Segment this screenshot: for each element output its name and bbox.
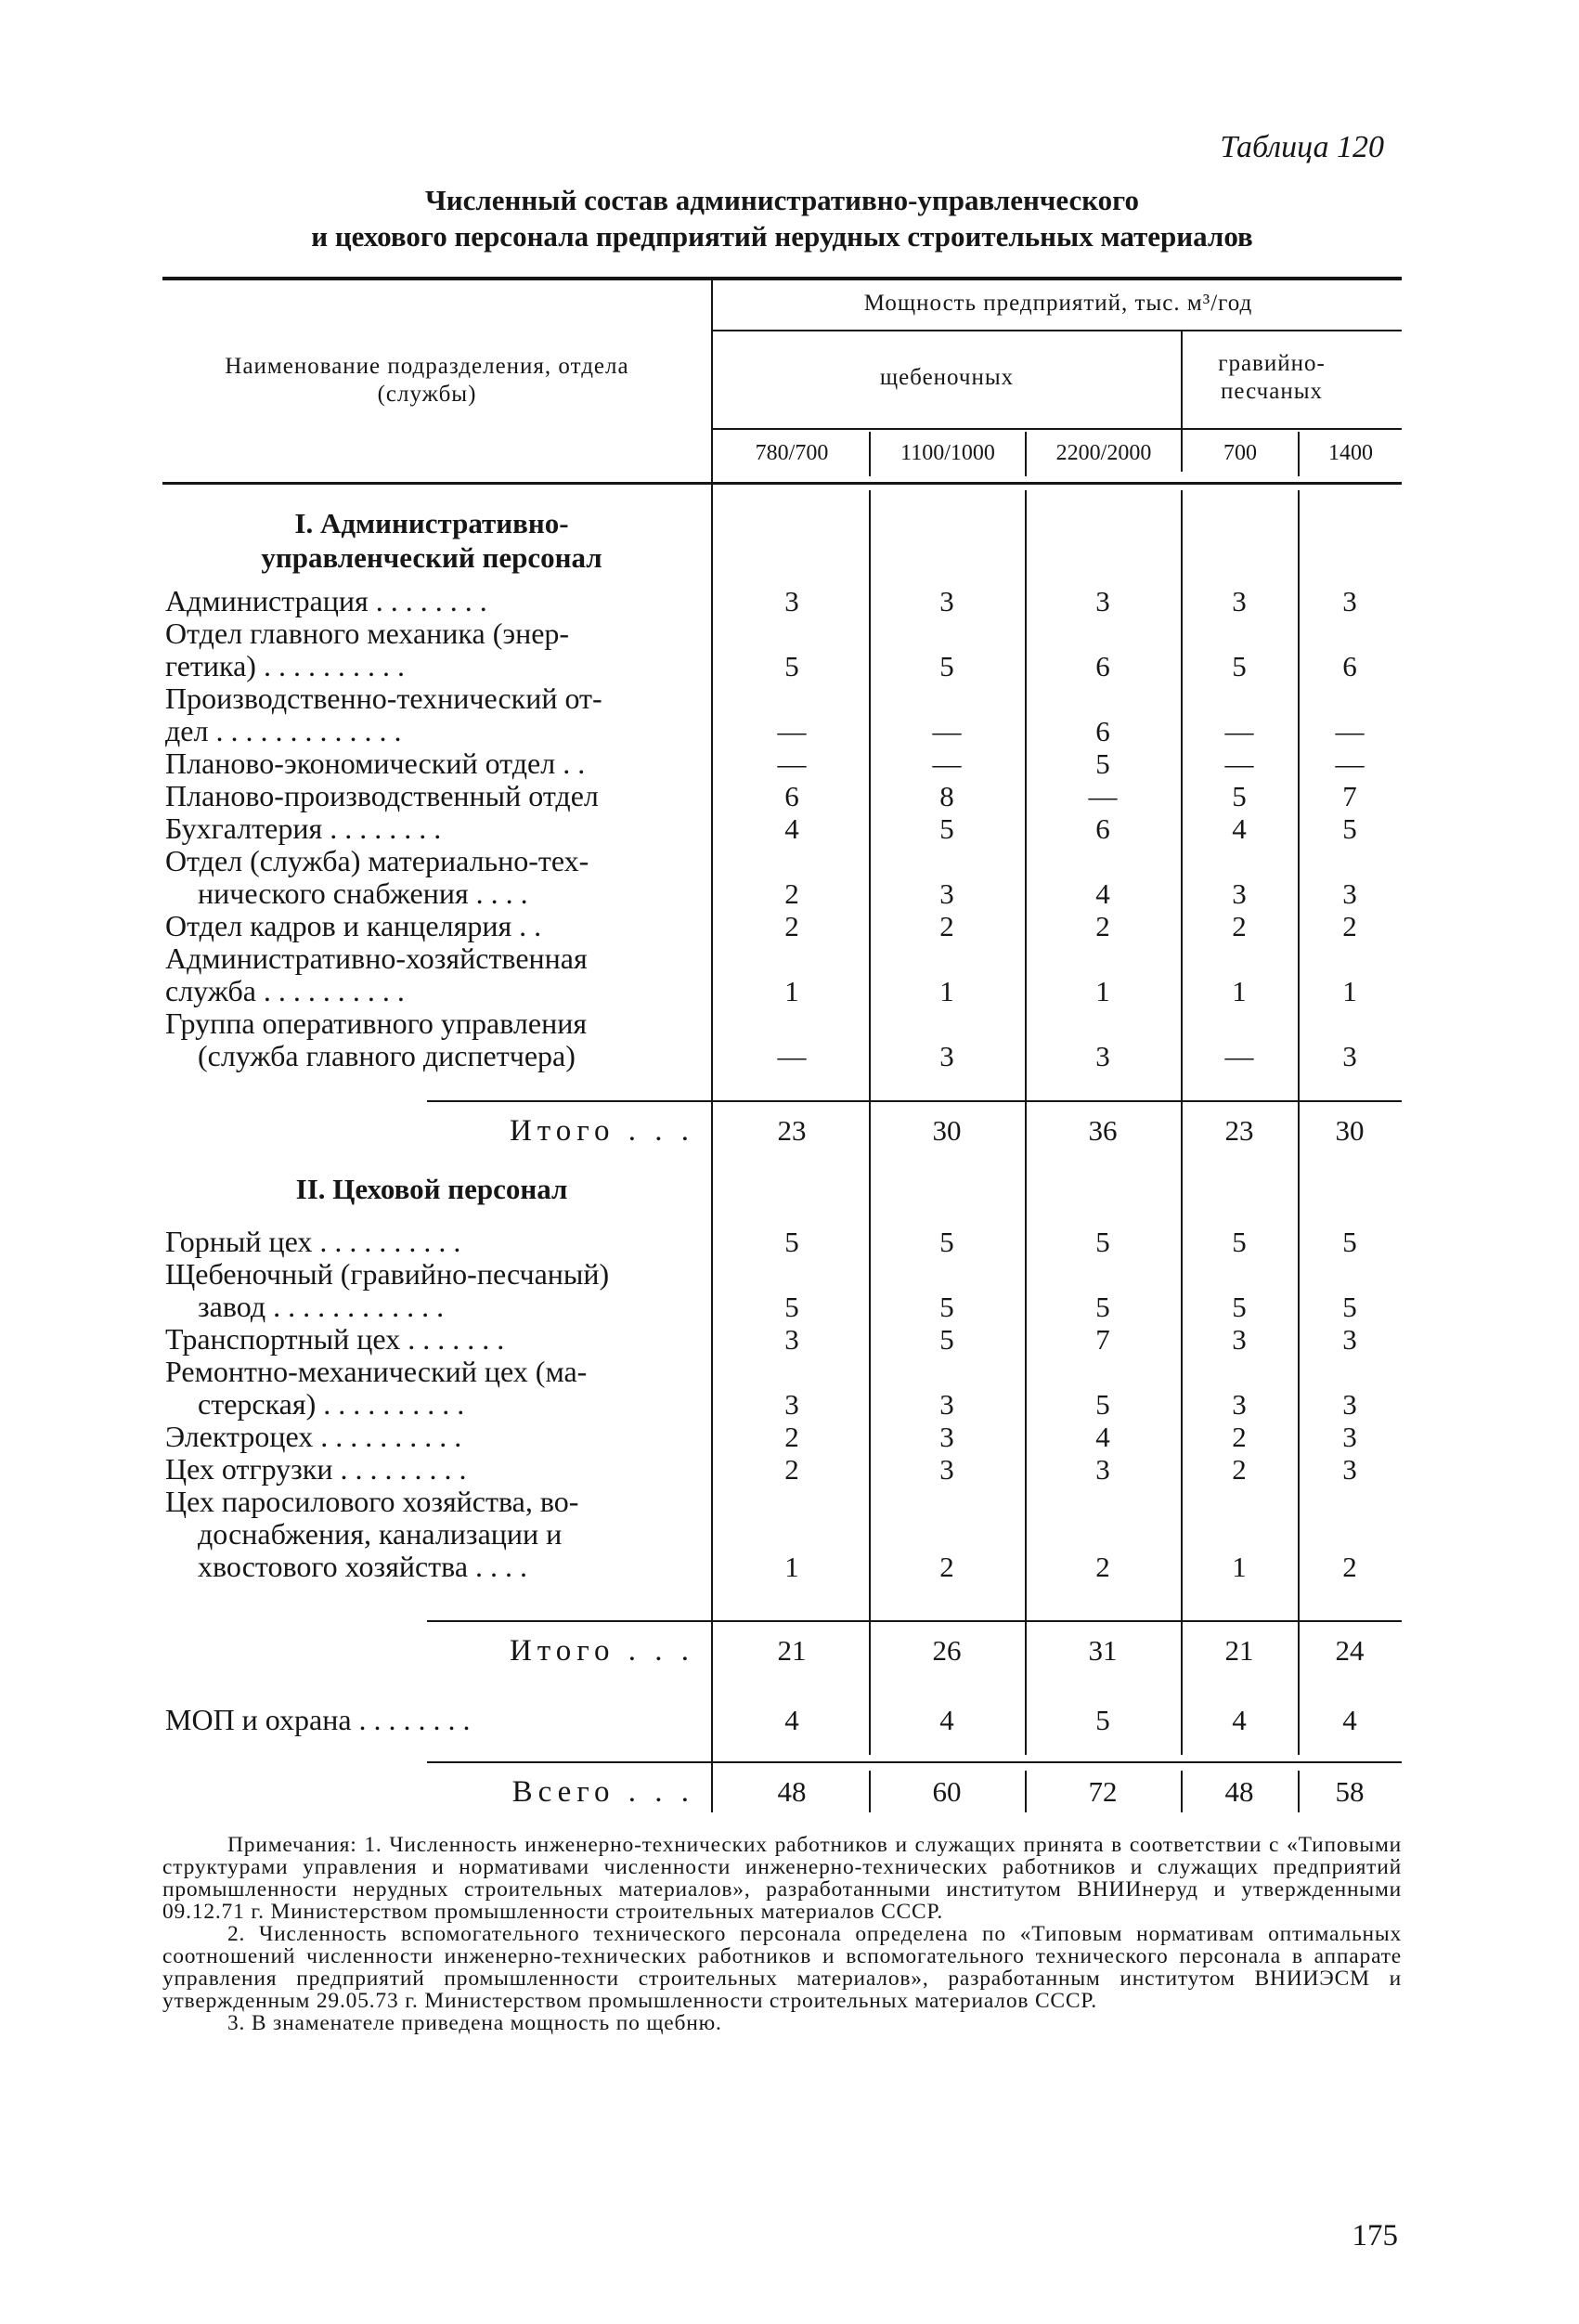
top-rule	[162, 277, 1402, 280]
value-cell: 4	[784, 812, 799, 845]
row-label: Планово-экономический отдел . .	[165, 747, 586, 780]
value-cell: 7	[1342, 780, 1357, 812]
column-header: 780/700	[755, 441, 829, 465]
value-cell: 1	[1095, 975, 1110, 1007]
total-label: Итого . . .	[509, 1634, 694, 1668]
label-column-rule	[711, 279, 713, 1812]
subgroup-rule	[713, 428, 1402, 430]
row-label: нического снабжения . . . .	[198, 876, 528, 910]
value-cell: 4	[939, 1704, 954, 1736]
value-cell: 3	[1095, 1453, 1110, 1486]
total-label: Итого . . .	[509, 1114, 694, 1148]
value-cell: 4	[1232, 1704, 1247, 1736]
row-label: Цех паросилового хозяйства, во-	[165, 1485, 579, 1518]
value-cell: 3	[1342, 1323, 1357, 1356]
value-cell: 2	[784, 910, 799, 942]
value-cell: 5	[939, 812, 954, 845]
value-cell: 1	[1232, 1551, 1247, 1583]
row-label: Отдел (служба) материально-тех-	[165, 844, 589, 877]
group2-header: гравийно-песчаных	[1218, 351, 1326, 404]
value-cell: —	[777, 715, 807, 747]
value-cell: 58	[1335, 1775, 1365, 1808]
value-cell: 5	[1342, 812, 1357, 845]
header-bottom-rule	[162, 482, 1402, 485]
column-header: 1400	[1328, 441, 1373, 465]
row-label: Бухгалтерия . . . . . . . .	[165, 811, 442, 845]
note-2: 2. Численность вспомогательного технического персонала определена по «Типовым нормативам оптимальных соотношений численности инженерно-технических работников и вспомогательного технического персонала в аппарате управления предприятий промышленности строительных материалов», разработанным институтом ВНИИЭСМ и утвержденным 29.05.73 г. Министерством промышленности строительных материалов СССР.	[162, 1922, 1402, 2013]
value-cell: 5	[1232, 650, 1247, 682]
value-cell: 3	[1342, 1388, 1357, 1421]
value-cell: 2	[1095, 1551, 1110, 1583]
col-rule-2-body	[869, 490, 871, 1755]
value-cell: 30	[1335, 1114, 1365, 1147]
row-label: Отдел главного механика (энер-	[165, 617, 570, 650]
page-number: 175	[1352, 2219, 1398, 2253]
grand-total-rule	[427, 1761, 1402, 1763]
table-number: Таблица 120	[1220, 130, 1384, 164]
value-cell: 3	[939, 1453, 954, 1486]
table-caption-line2: и цехового персонала предприятий нерудных строительных материалов	[311, 220, 1253, 253]
row-label: Щебеночный (гравийно-песчаный)	[165, 1257, 610, 1291]
value-cell: —	[1224, 1040, 1254, 1072]
value-cell: 3	[939, 1421, 954, 1453]
value-cell: —	[1224, 747, 1254, 780]
value-cell: 5	[1095, 1388, 1110, 1421]
value-cell: 24	[1335, 1634, 1365, 1667]
value-cell: 3	[784, 585, 799, 617]
value-cell: —	[777, 747, 807, 780]
value-cell: 5	[1095, 747, 1110, 780]
value-cell: 7	[1095, 1323, 1110, 1356]
value-cell: 72	[1088, 1775, 1118, 1808]
row-label: Производственно-технический от-	[165, 682, 602, 715]
row-label-header: Наименование подразделения, отдела (службы)	[225, 354, 629, 407]
row-label: Электроцех . . . . . . . . . .	[165, 1420, 462, 1453]
value-cell: 2	[939, 910, 954, 942]
row-label: Цех отгрузки . . . . . . . . .	[165, 1452, 467, 1486]
value-cell: 4	[1095, 1421, 1110, 1453]
row-label: гетика) . . . . . . . . . .	[165, 649, 405, 682]
value-cell: 5	[1232, 780, 1247, 812]
value-cell: 60	[932, 1775, 962, 1808]
value-cell: 2	[1232, 1421, 1247, 1453]
value-cell: 2	[784, 877, 799, 910]
value-cell: 3	[939, 585, 954, 617]
value-cell: 3	[1342, 1453, 1357, 1486]
value-cell: 2	[1232, 910, 1247, 942]
value-cell: 3	[1232, 1388, 1247, 1421]
group1-header: щебеночных	[879, 365, 1015, 390]
value-cell: 5	[784, 650, 799, 682]
value-cell: 3	[784, 1323, 799, 1356]
value-cell: 5	[1342, 1291, 1357, 1323]
value-cell: —	[777, 1040, 807, 1072]
value-cell: 2	[784, 1453, 799, 1486]
value-cell: 26	[932, 1634, 962, 1667]
value-cell: 1	[1232, 975, 1247, 1007]
value-cell: 3	[1232, 877, 1247, 910]
value-cell: 31	[1088, 1634, 1118, 1667]
value-cell: 6	[1095, 812, 1110, 845]
value-cell: 2	[1232, 1453, 1247, 1486]
value-cell: 23	[777, 1114, 807, 1147]
value-cell: 1	[939, 975, 954, 1007]
value-cell: 1	[1342, 975, 1357, 1007]
total2-rule	[427, 1620, 1402, 1622]
value-cell: 4	[784, 1704, 799, 1736]
value-cell: 5	[939, 650, 954, 682]
row-label: доснабжения, канализации и	[198, 1517, 563, 1551]
col-rule-2-grand	[869, 1771, 871, 1812]
note-3: 3. В знаменателе приведена мощность по щебню.	[227, 2011, 722, 2035]
value-cell: 2	[1342, 910, 1357, 942]
value-cell: 36	[1088, 1114, 1118, 1147]
row-label: завод . . . . . . . . . . . .	[198, 1290, 445, 1323]
value-cell: 5	[1232, 1226, 1247, 1258]
value-cell: 3	[1342, 585, 1357, 617]
value-cell: 3	[1342, 1040, 1357, 1072]
value-cell: —	[932, 747, 962, 780]
value-cell: 3	[939, 1040, 954, 1072]
row-label: служба . . . . . . . . . .	[165, 974, 405, 1007]
row-label: Административно-хозяйственная	[165, 941, 588, 975]
value-cell: 3	[1232, 585, 1247, 617]
section1-title: управленческий персонал	[261, 541, 602, 574]
value-cell: 1	[784, 975, 799, 1007]
value-cell: 6	[1095, 715, 1110, 747]
value-cell: 30	[932, 1114, 962, 1147]
value-cell: 21	[777, 1634, 807, 1667]
notes	[162, 1834, 1402, 2034]
value-cell: —	[932, 715, 962, 747]
value-cell: 2	[1095, 910, 1110, 942]
col-rule-3-grand	[1025, 1771, 1027, 1812]
row-label: Планово-производственный отдел	[165, 779, 599, 812]
value-cell: 2	[784, 1421, 799, 1453]
value-cell: 3	[1342, 1421, 1357, 1453]
value-cell: 5	[1095, 1291, 1110, 1323]
column-header: 700	[1223, 441, 1257, 465]
value-cell: 4	[1095, 877, 1110, 910]
row-label: хвостового хозяйства . . . .	[198, 1550, 528, 1583]
capacity-rule	[713, 330, 1402, 331]
value-cell: 5	[1095, 1704, 1110, 1736]
note-1: Примечания: 1. Численность инженерно-технических работников и служащих принята в соответствии с «Типовыми структурами управления и нормативами численности инженерно-технических работников и служащих предприятий промышленности нерудных строительных материалов», разработанными институтом ВНИИнеруд и утвержденными 09.12.71 г. Министерством промышленности строительных материалов СССР.	[162, 1833, 1402, 1924]
value-cell: 5	[939, 1323, 954, 1356]
value-cell: 2	[939, 1551, 954, 1583]
value-cell: 5	[1095, 1226, 1110, 1258]
value-cell: —	[1335, 715, 1365, 747]
row-label: (служба главного диспетчера)	[198, 1039, 576, 1072]
row-label: Горный цех . . . . . . . . . .	[165, 1225, 461, 1258]
value-cell: 48	[1224, 1775, 1254, 1808]
value-cell: 3	[1095, 1040, 1110, 1072]
value-cell: 23	[1224, 1114, 1254, 1147]
section1-title: I. Административно-	[294, 507, 569, 539]
value-cell: 48	[777, 1775, 807, 1808]
value-cell: 3	[1342, 877, 1357, 910]
value-cell: —	[1224, 715, 1254, 747]
value-cell: 5	[1232, 1291, 1247, 1323]
row-label: Отдел кадров и канцелярия . .	[165, 909, 542, 942]
value-cell: 3	[939, 877, 954, 910]
value-cell: 3	[939, 1388, 954, 1421]
capacity-header: Мощность предприятий, тыс. м³/год	[863, 291, 1253, 316]
value-cell: 2	[1342, 1551, 1357, 1583]
value-cell: 4	[1232, 812, 1247, 845]
value-cell: 3	[784, 1388, 799, 1421]
row-label: Администрация . . . . . . . .	[165, 584, 487, 617]
value-cell: 5	[939, 1291, 954, 1323]
value-cell: 8	[939, 780, 954, 812]
value-cell: 21	[1224, 1634, 1254, 1667]
value-cell: 5	[784, 1291, 799, 1323]
row-label: Ремонтно-механический цех (ма-	[165, 1355, 588, 1388]
value-cell: —	[1088, 780, 1118, 812]
row-label: Транспортный цех . . . . . . .	[165, 1322, 505, 1356]
row-label: Группа оперативного управления	[165, 1006, 588, 1040]
mop-label: МОП и охрана . . . . . . . .	[165, 1703, 471, 1736]
row-label: дел . . . . . . . . . . . . .	[165, 714, 402, 747]
col-rule-3-body	[1025, 490, 1027, 1755]
section2-title: II. Цеховой персонал	[295, 1173, 568, 1205]
value-cell: 5	[784, 1226, 799, 1258]
value-cell: 6	[784, 780, 799, 812]
value-cell: —	[1335, 747, 1365, 780]
total1-rule	[427, 1100, 1402, 1102]
table-caption-line1: Численный состав административно-управленческого	[425, 184, 1139, 216]
column-header: 1100/1000	[900, 441, 995, 465]
row-label: стерская) . . . . . . . . . .	[198, 1387, 465, 1421]
value-cell: 6	[1095, 650, 1110, 682]
value-cell: 3	[1095, 585, 1110, 617]
value-cell: 3	[1232, 1323, 1247, 1356]
value-cell: 6	[1342, 650, 1357, 682]
value-cell: 1	[784, 1551, 799, 1583]
value-cell: 5	[939, 1226, 954, 1258]
value-cell: 4	[1342, 1704, 1357, 1736]
column-header: 2200/2000	[1055, 441, 1152, 465]
grand-total-label: Всего . . .	[511, 1775, 694, 1809]
value-cell: 5	[1342, 1226, 1357, 1258]
